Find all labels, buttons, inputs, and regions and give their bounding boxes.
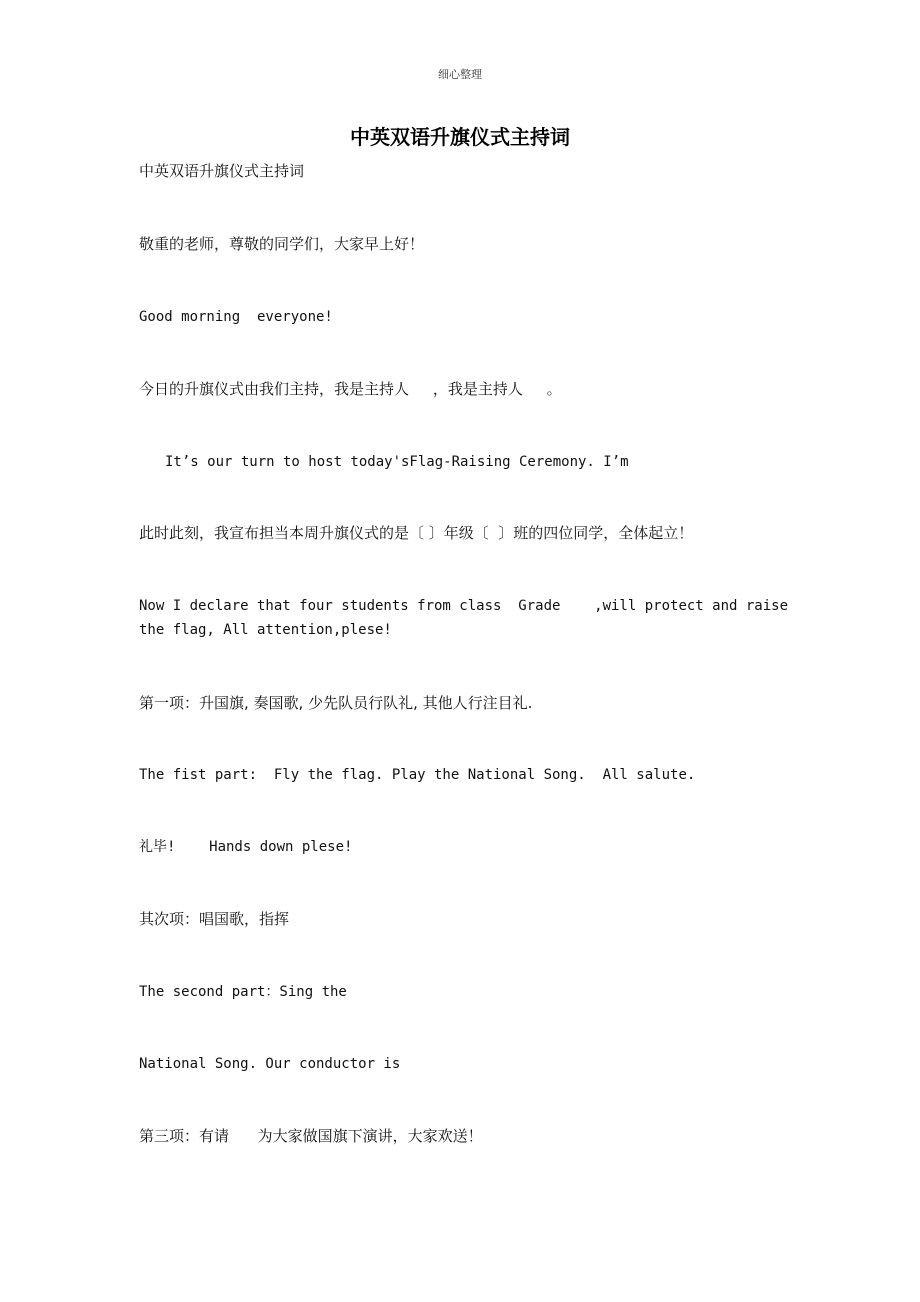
paragraph-greeting-cn: 敬重的老师，尊敬的同学们，大家早上好！	[139, 235, 425, 253]
paragraph-hands-down: 礼毕! Hands down plese!	[139, 839, 353, 855]
paragraph-declare-cn: 此时此刻，我宣布担当本周升旗仪式的是〔 〕年级〔 〕班的四位同学，全体起立！	[139, 524, 694, 542]
paragraph-part1-cn: 第一项：升国旗, 奏国歌, 少先队员行队礼, 其他人行注目礼.	[139, 694, 533, 712]
paragraph-part1-en: The fist part: Fly the flag. Play the National Song. All salute.	[139, 767, 696, 783]
paragraph-part2-en-line1: The second part：Sing the	[139, 984, 347, 1000]
paragraph-subtitle: 中英双语升旗仪式主持词	[139, 162, 305, 180]
header-note: 细心整理	[438, 68, 482, 81]
paragraph-declare-en-line1: Now I declare that four students from class Grade ,will protect and raise	[139, 598, 789, 614]
paragraph-part2-en-line2: National Song. Our conductor is	[139, 1056, 401, 1072]
document-title: 中英双语升旗仪式主持词	[350, 125, 570, 149]
paragraph-part3-cn: 第三项：有请 为大家做国旗下演讲，大家欢送！	[139, 1127, 483, 1145]
paragraph-greeting-en: Good morning everyone!	[139, 309, 333, 325]
paragraph-hosts-cn: 今日的升旗仪式由我们主持，我是主持人 ，我是主持人 。	[139, 380, 562, 398]
paragraph-part2-cn: 其次项：唱国歌，指挥	[139, 910, 290, 928]
paragraph-declare-en-line2: the flag, All attention,plese!	[139, 622, 392, 638]
paragraph-hosts-en: It’s our turn to host today'sFlag-Raising Ceremony. I’m	[165, 454, 629, 470]
